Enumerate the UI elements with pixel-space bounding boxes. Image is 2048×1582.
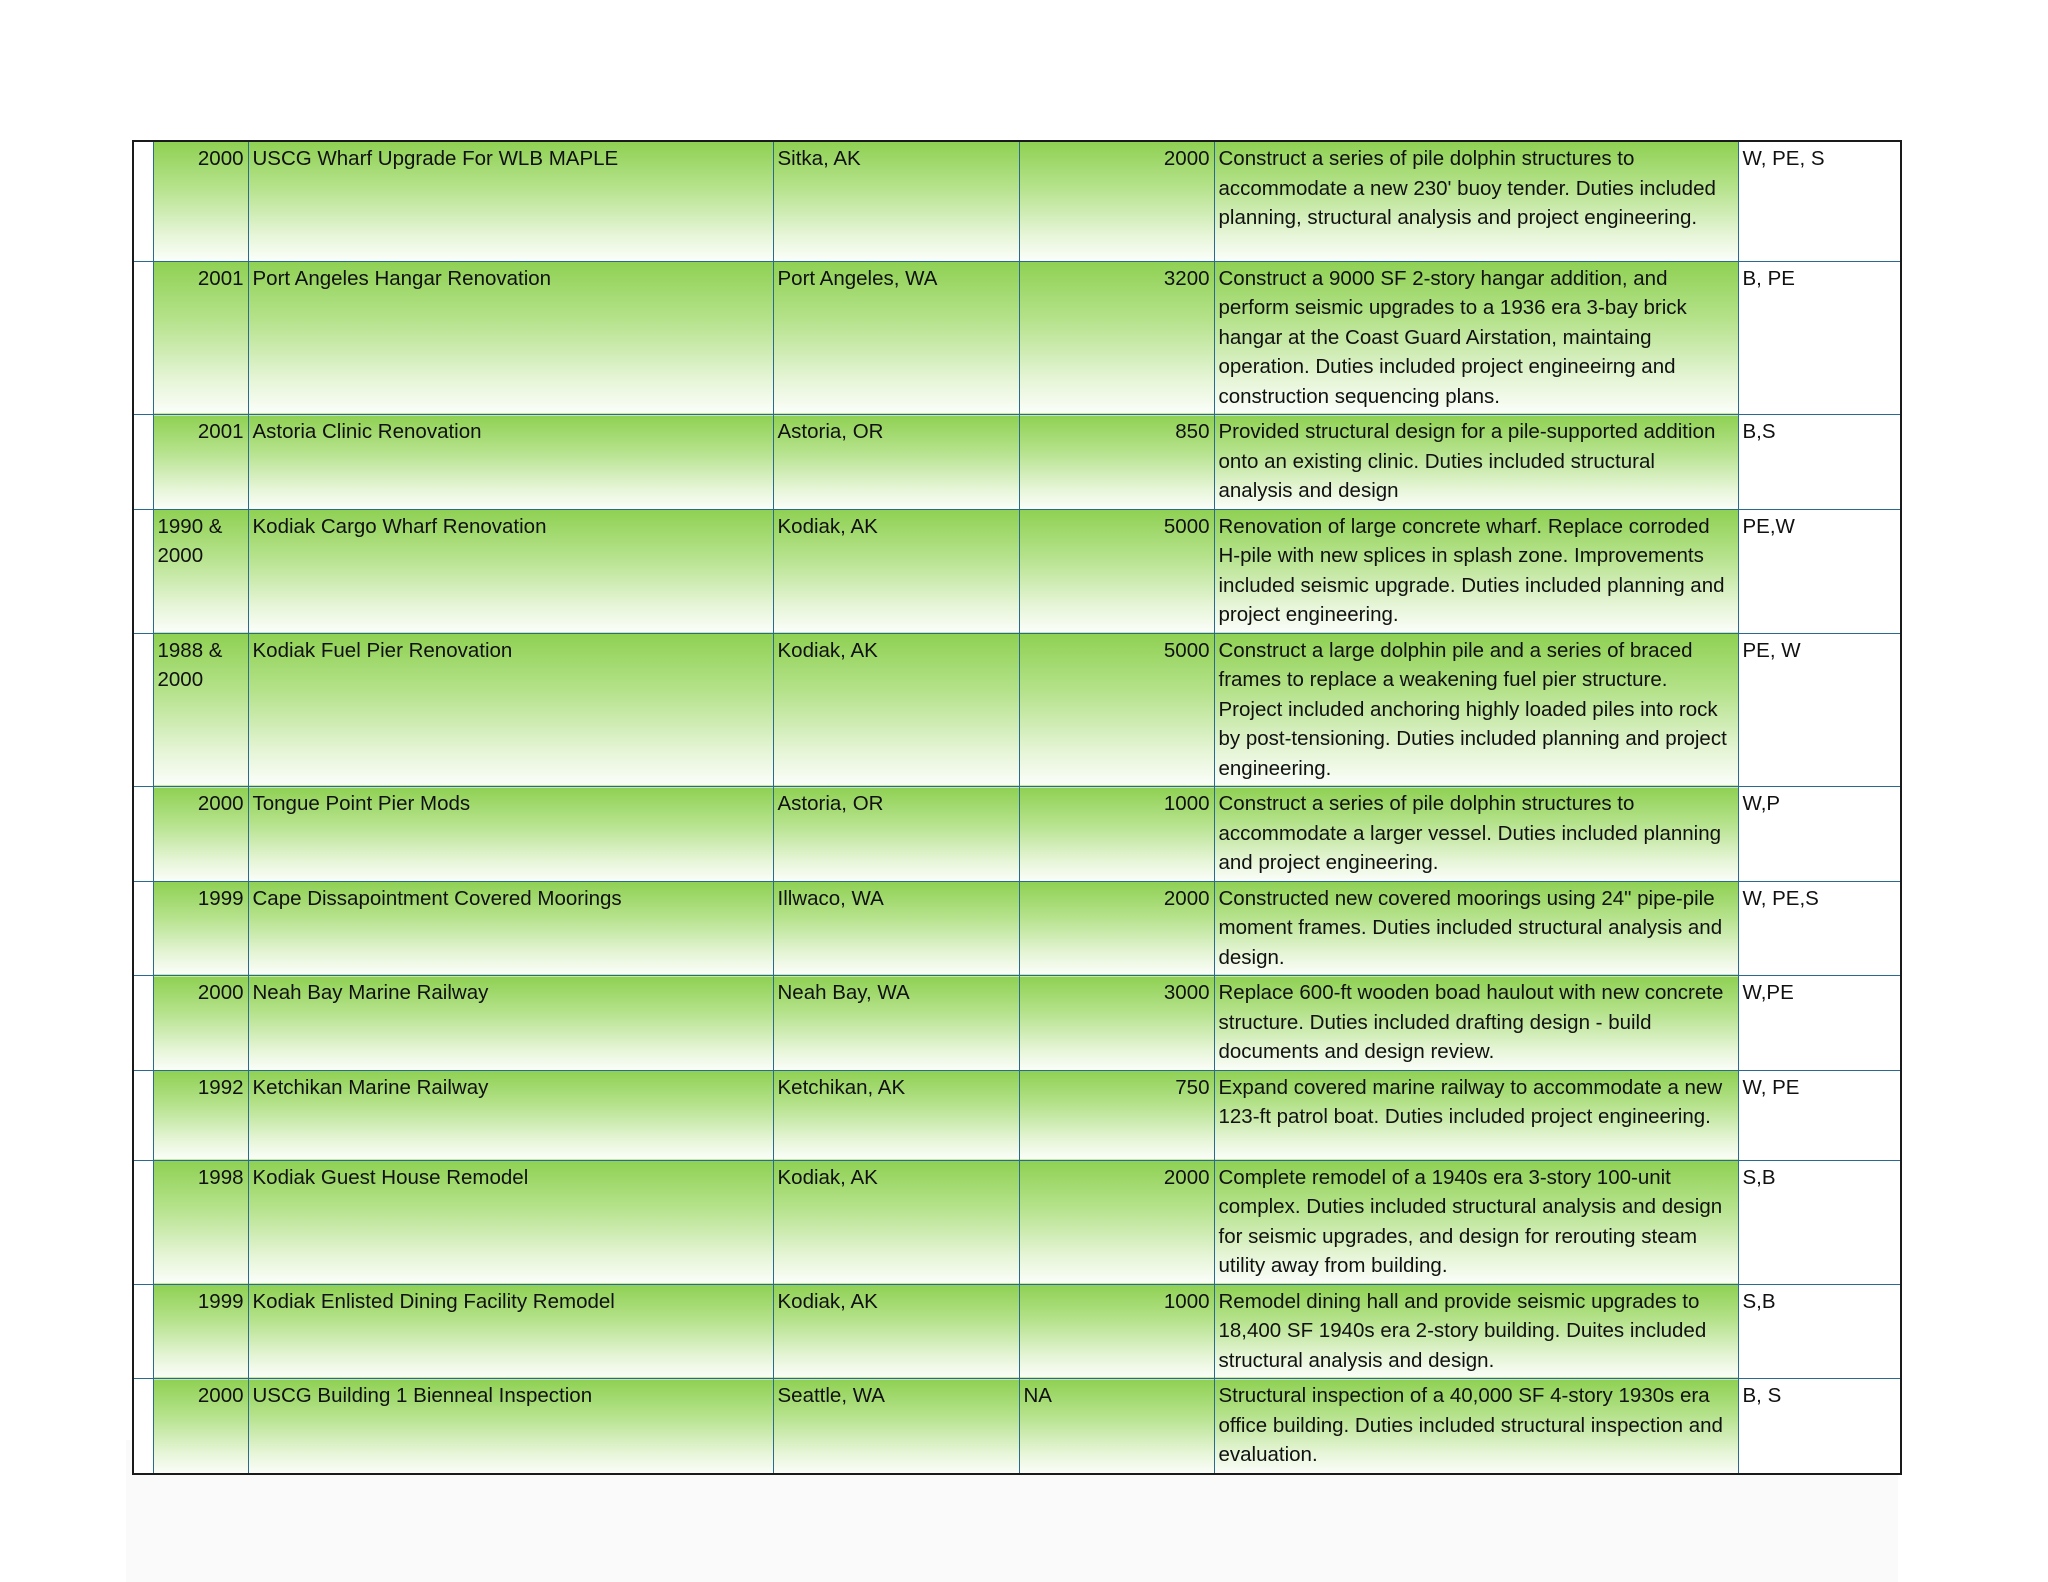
row-marker-cell xyxy=(133,1160,153,1284)
row-marker-cell xyxy=(133,881,153,976)
location-cell: Sitka, AK xyxy=(773,141,1019,261)
location-cell: Port Angeles, WA xyxy=(773,261,1019,415)
location-cell: Kodiak, AK xyxy=(773,509,1019,633)
year-cell: 1999 xyxy=(153,881,248,976)
table-row xyxy=(133,141,1901,261)
location-cell: Neah Bay, WA xyxy=(773,976,1019,1071)
description-cell: Constructed new covered moorings using 24" pipe-pile moment frames. Duties included structural analysis and design. xyxy=(1214,881,1738,976)
year-cell: 1990 & 2000 xyxy=(153,509,248,633)
year-cell: 2001 xyxy=(153,415,248,510)
project-name-cell: Neah Bay Marine Railway xyxy=(248,976,773,1071)
table-row xyxy=(133,415,1901,510)
location-cell: Ketchikan, AK xyxy=(773,1070,1019,1160)
year-cell: 2001 xyxy=(153,261,248,415)
project-name-cell: Kodiak Cargo Wharf Renovation xyxy=(248,509,773,633)
description-cell: Expand covered marine railway to accommodate a new 123-ft patrol boat. Duties included project engineering. xyxy=(1214,1070,1738,1160)
amount-cell: 2000 xyxy=(1019,141,1214,261)
service-codes-cell: W,PE xyxy=(1738,976,1901,1071)
description-cell: Construct a series of pile dolphin structures to accommodate a new 230' buoy tender. Duties included planning, structural analysis and project engineering. xyxy=(1214,141,1738,261)
location-cell: Kodiak, AK xyxy=(773,633,1019,787)
location-cell: Illwaco, WA xyxy=(773,881,1019,976)
service-codes-cell: B, S xyxy=(1738,1379,1901,1474)
amount-cell: 2000 xyxy=(1019,881,1214,976)
service-codes-cell: W,P xyxy=(1738,787,1901,882)
project-name-cell: Kodiak Fuel Pier Renovation xyxy=(248,633,773,787)
year-cell: 1998 xyxy=(153,1160,248,1284)
description-cell: Construct a series of pile dolphin structures to accommodate a larger vessel. Duties included planning and project engineering. xyxy=(1214,787,1738,882)
table-row xyxy=(133,1284,1901,1379)
project-name-cell: Astoria Clinic Renovation xyxy=(248,415,773,510)
row-marker-cell xyxy=(133,1070,153,1160)
amount-cell: 1000 xyxy=(1019,787,1214,882)
table-row xyxy=(133,787,1901,882)
table-row xyxy=(133,261,1901,415)
row-marker-cell xyxy=(133,633,153,787)
year-cell: 2000 xyxy=(153,1379,248,1474)
project-table xyxy=(132,140,1902,1475)
row-marker-cell xyxy=(133,261,153,415)
description-cell: Replace 600-ft wooden boad haulout with new concrete structure. Duties included drafting design - build documents and design review. xyxy=(1214,976,1738,1071)
service-codes-cell: W, PE, S xyxy=(1738,141,1901,261)
amount-cell: 5000 xyxy=(1019,509,1214,633)
description-cell: Provided structural design for a pile-supported addition onto an existing clinic. Duties included structural analysis and design xyxy=(1214,415,1738,510)
description-cell: Complete remodel of a 1940s era 3-story 100-unit complex. Duties included structural analysis and design for seismic upgrades, and design for rerouting steam utility away from building. xyxy=(1214,1160,1738,1284)
amount-cell: NA xyxy=(1019,1379,1214,1474)
row-marker-cell xyxy=(133,1379,153,1474)
project-name-cell: Cape Dissapointment Covered Moorings xyxy=(248,881,773,976)
row-marker-cell xyxy=(133,1284,153,1379)
project-name-cell: Tongue Point Pier Mods xyxy=(248,787,773,882)
service-codes-cell: S,B xyxy=(1738,1160,1901,1284)
location-cell: Kodiak, AK xyxy=(773,1160,1019,1284)
project-name-cell: Kodiak Enlisted Dining Facility Remodel xyxy=(248,1284,773,1379)
amount-cell: 3000 xyxy=(1019,976,1214,1071)
description-cell: Remodel dining hall and provide seismic upgrades to 18,400 SF 1940s era 2-story building. Duites included structural analysis and design. xyxy=(1214,1284,1738,1379)
service-codes-cell: B, PE xyxy=(1738,261,1901,415)
description-cell: Construct a large dolphin pile and a series of braced frames to replace a weakening fuel pier structure. Project included anchoring highly loaded piles into rock by post-tensioning. Duties included planning and project engineering. xyxy=(1214,633,1738,787)
location-cell: Astoria, OR xyxy=(773,787,1019,882)
amount-cell: 5000 xyxy=(1019,633,1214,787)
amount-cell: 750 xyxy=(1019,1070,1214,1160)
row-marker-cell xyxy=(133,141,153,261)
project-name-cell: USCG Building 1 Bienneal Inspection xyxy=(248,1379,773,1474)
table-row xyxy=(133,633,1901,787)
row-marker-cell xyxy=(133,976,153,1071)
project-name-cell: Port Angeles Hangar Renovation xyxy=(248,261,773,415)
description-cell: Construct a 9000 SF 2-story hangar addition, and perform seismic upgrades to a 1936 era 3-bay brick hangar at the Coast Guard Airstation, maintaing operation. Duties included project engineeirng and construction sequencing plans. xyxy=(1214,261,1738,415)
amount-cell: 3200 xyxy=(1019,261,1214,415)
location-cell: Astoria, OR xyxy=(773,415,1019,510)
project-name-cell: Kodiak Guest House Remodel xyxy=(248,1160,773,1284)
year-cell: 1999 xyxy=(153,1284,248,1379)
table-row xyxy=(133,881,1901,976)
year-cell: 2000 xyxy=(153,976,248,1071)
service-codes-cell: PE, W xyxy=(1738,633,1901,787)
year-cell: 2000 xyxy=(153,141,248,261)
year-cell: 1988 & 2000 xyxy=(153,633,248,787)
row-marker-cell xyxy=(133,787,153,882)
service-codes-cell: S,B xyxy=(1738,1284,1901,1379)
service-codes-cell: PE,W xyxy=(1738,509,1901,633)
table-row xyxy=(133,1379,1901,1474)
description-cell: Structural inspection of a 40,000 SF 4-story 1930s era office building. Duties included structural inspection and evaluation. xyxy=(1214,1379,1738,1474)
project-name-cell: USCG Wharf Upgrade For WLB MAPLE xyxy=(248,141,773,261)
table-row xyxy=(133,509,1901,633)
project-name-cell: Ketchikan Marine Railway xyxy=(248,1070,773,1160)
row-marker-cell xyxy=(133,509,153,633)
location-cell: Kodiak, AK xyxy=(773,1284,1019,1379)
amount-cell: 850 xyxy=(1019,415,1214,510)
service-codes-cell: B,S xyxy=(1738,415,1901,510)
service-codes-cell: W, PE xyxy=(1738,1070,1901,1160)
year-cell: 2000 xyxy=(153,787,248,882)
table-row xyxy=(133,1070,1901,1160)
amount-cell: 2000 xyxy=(1019,1160,1214,1284)
location-cell: Seattle, WA xyxy=(773,1379,1019,1474)
table-row xyxy=(133,1160,1901,1284)
row-marker-cell xyxy=(133,415,153,510)
amount-cell: 1000 xyxy=(1019,1284,1214,1379)
description-cell: Renovation of large concrete wharf. Replace corroded H-pile with new splices in splash zone. Improvements included seismic upgrade. Duties included planning and project engineering. xyxy=(1214,509,1738,633)
year-cell: 1992 xyxy=(153,1070,248,1160)
table-row xyxy=(133,976,1901,1071)
service-codes-cell: W, PE,S xyxy=(1738,881,1901,976)
